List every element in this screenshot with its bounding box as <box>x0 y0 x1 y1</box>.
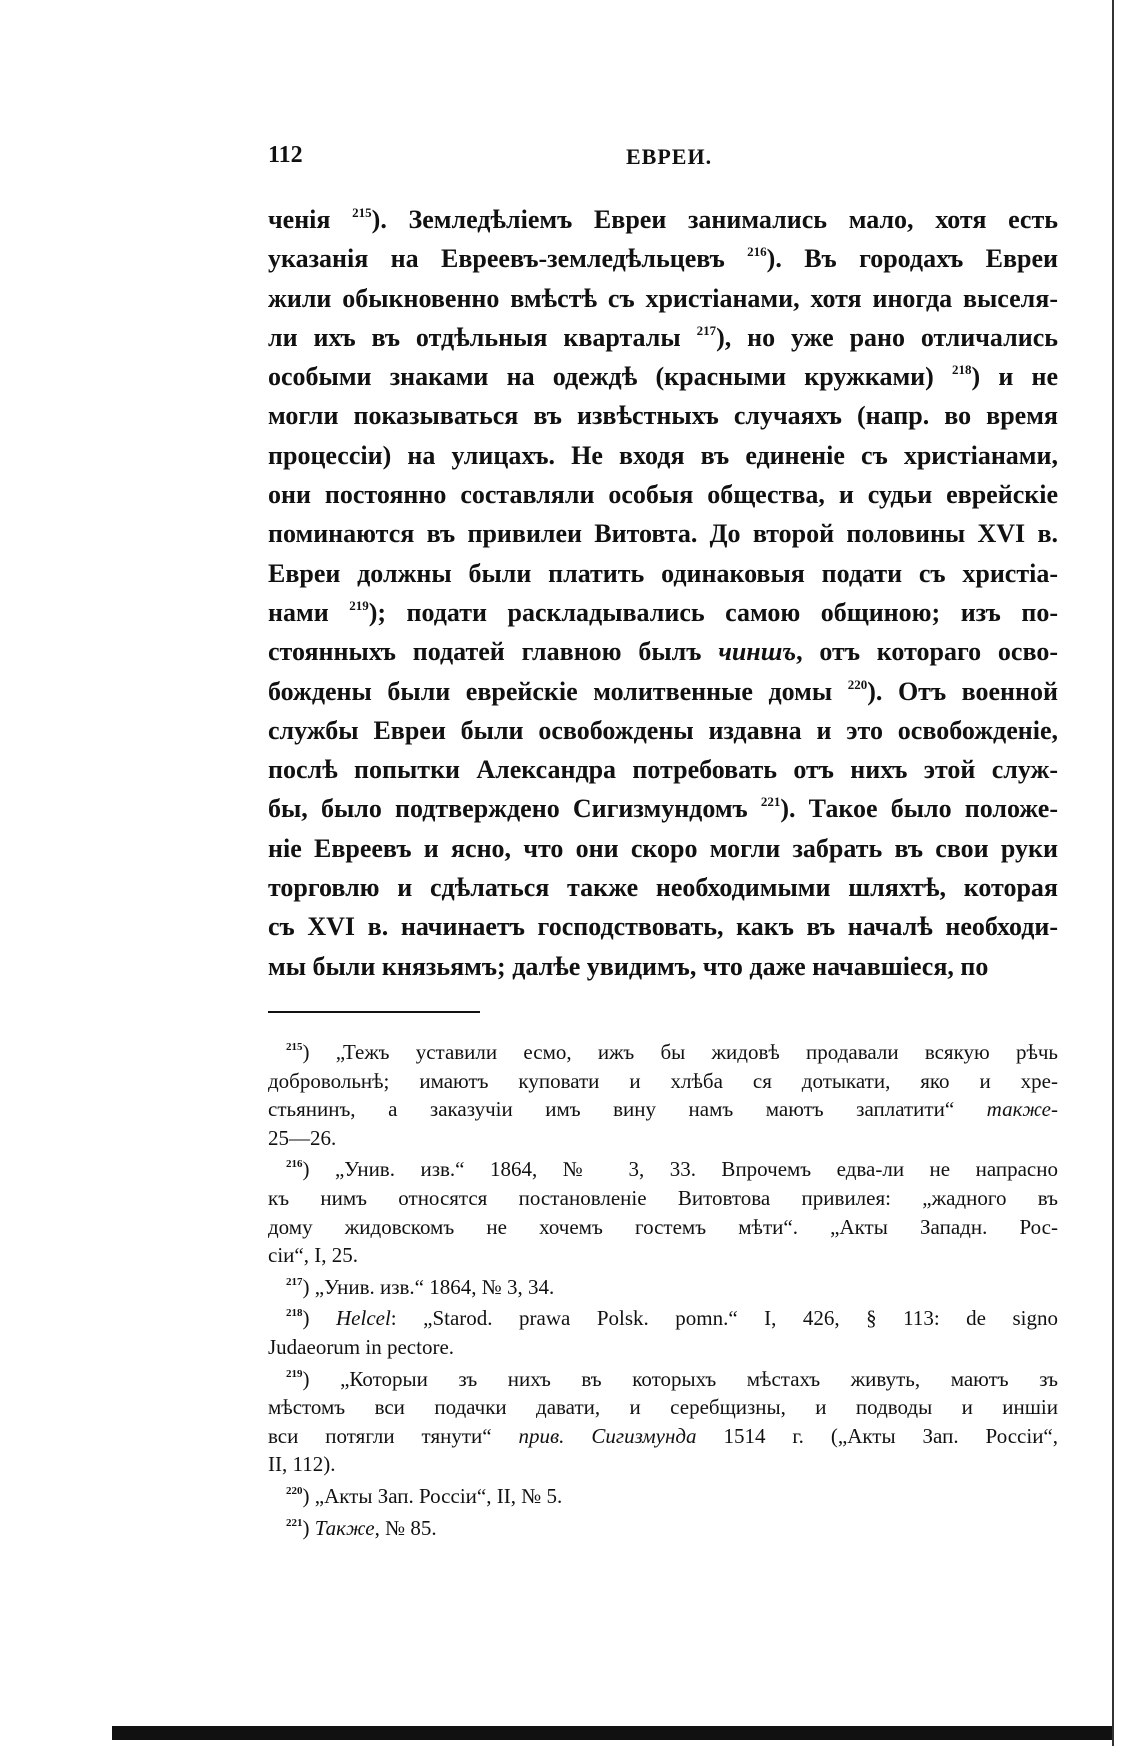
text-line: службы Евреи были освобождены издавна и это освобожденіе, <box>268 715 1058 745</box>
footnote-number: 218 <box>286 1307 303 1320</box>
text-line: ли ихъ въ отдѣльныя кварталы $^{217}$), но уже рано отличались <box>268 322 1058 352</box>
text-line: особыми знаками на одеждѣ (красными кружками) $^{218}$) и не <box>268 362 1058 392</box>
footnote-number: 221 <box>286 1516 303 1529</box>
italic-ref: прив. Сигизмунда <box>518 1423 697 1448</box>
footnote-216: $^{216}$) „Унив. изв.“ 1864, № 3, 33. Впрочемъ едва-ли не напрасно къ нимъ относятся постановленіе Витовтова привилея: „жадного въ дому жидовскомъ не хочемъ гостемъ мѣти“. „Акты Западн. Рос- сіи“, I, 25. <box>268 1157 1058 1268</box>
footnote-218: $^{218}$) Helcel: „Starod. prawa Polsk. pomn.“ I, 426, § 113: de signo Judaeorum in pectore. <box>268 1306 1058 1359</box>
text-line: стоянныхъ податей главною былъ чиншъ, отъ котораго осво- <box>268 637 1058 667</box>
footnote-215: $^{215}$) „Тежъ уставили есмо, ижъ бы жидовѣ продавали всякую рѣчь добровольнѣ; имаютъ куповати и хлѣба ся дотыкати, яко и хре- стьянинъ, а заказучіи имъ вину намъ маютъ заплатити“ также- 25—26. <box>268 1040 1058 1150</box>
text-line: бы, было подтверждено Сигизмундомъ $^{221}$). Такое было положе- <box>268 794 1059 824</box>
italic-ref: Также <box>314 1515 375 1540</box>
running-head <box>268 142 1058 182</box>
footnote-ref: 221 <box>760 794 781 810</box>
text-line: могли показываться въ извѣстныхъ случаяхъ (напр. во время <box>268 401 1058 431</box>
footnote-ref: 218 <box>951 362 972 378</box>
footnote-rule <box>268 1011 480 1013</box>
footnote-221: $^{221}$) Также, № 85. <box>286 1515 437 1540</box>
footnote-number: 216 <box>286 1158 303 1171</box>
text-line: нами $^{219}$); подати раскладывались самою общиною; изъ по- <box>268 597 1058 627</box>
scan-edge-bar <box>112 1726 1112 1740</box>
footnote-number: 219 <box>286 1367 303 1380</box>
footnote-217: $^{217}$) „Унив. изв.“ 1864, № 3, 34. <box>286 1274 555 1299</box>
footnote-ref: 215 <box>352 205 372 220</box>
footnote-ref: 219 <box>349 597 369 613</box>
italic-ref: также- <box>986 1097 1058 1122</box>
text-line: процессіи) на улицахъ. Не входя въ единеніе съ христіанами, <box>268 440 1058 470</box>
footnote-ref: 220 <box>847 676 868 692</box>
text-line: Евреи должны были платить одинаковыя подати съ христіа- <box>268 558 1058 588</box>
italic-term: чиншъ <box>718 637 797 667</box>
main-text <box>268 200 1058 986</box>
page-number: 112 <box>268 142 303 168</box>
scan-edge-line <box>1112 0 1114 1746</box>
footnotes <box>268 1038 1058 1542</box>
text-line: торговлю и сдѣлаться также необходимыми шляхтѣ, которая <box>268 873 1058 903</box>
text-line: поминаются въ привилеи Витовта. До второй половины XVI в. <box>268 519 1058 549</box>
footnote-number: 217 <box>286 1275 303 1288</box>
footnote-number: 215 <box>286 1041 303 1053</box>
italic-author: Helcel <box>336 1306 391 1331</box>
footnote-220: $^{220}$) „Акты Зап. Россіи“, II, № 5. <box>286 1483 563 1508</box>
text-line: мы были князьямъ; далѣе увидимъ, что даже начавшіеся, по <box>268 951 989 981</box>
text-line: указанія на Евреевъ-земледѣльцевъ $^{216}$). Въ городахъ Евреи <box>268 244 1058 274</box>
text-line: ніе Евреевъ и ясно, что они скоро могли забрать въ свои руки <box>268 833 1058 863</box>
header-title: ЕВРЕИ. <box>626 144 713 169</box>
text-line: послѣ попытки Александра потребовать отъ нихъ этой служ- <box>268 755 1058 785</box>
text-line: ченія $^{215}$). Земледѣліемъ Евреи занимались мало, хотя есть <box>268 205 1058 234</box>
text-line: они постоянно составляли особыя общества, и судьи еврейскіе <box>268 480 1058 510</box>
footnote-ref: 216 <box>747 244 767 260</box>
text-line: бождены были еврейскіе молитвенные домы $^{220}$). Отъ военной <box>268 676 1058 706</box>
footnote-ref: 217 <box>696 322 717 338</box>
footnote-number: 220 <box>286 1484 303 1497</box>
text-line: съ XVI в. начинаетъ господствовать, какъ въ началѣ необходи- <box>268 912 1058 942</box>
text-line: жили обыкновенно вмѣстѣ съ христіанами, хотя иногда выселя- <box>268 283 1058 313</box>
footnote-219: $^{219}$) „Которыи зъ нихъ въ которыхъ мѣстахъ живуть, маютъ зъ мѣстомъ вси подачки давати, и серебщизны, и подводы и иншіи вси потягли тянути“ прив. Сигизмунда 1514 г. („Акты Зап. Россіи“, II, 112). <box>268 1366 1059 1477</box>
